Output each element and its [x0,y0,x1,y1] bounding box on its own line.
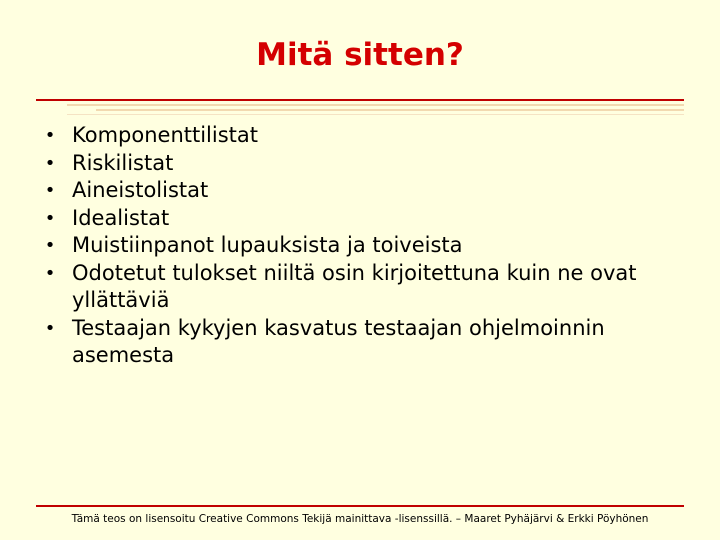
bullet-item-odotetut-tulokset [40,260,680,315]
title-divider-beige-2 [96,109,684,111]
bullet-item-testaajan-kykyjen-kasvatus [40,315,680,370]
slide-title: Mitä sitten? [256,37,464,73]
license-footer: Tämä teos on lisensoitu Creative Commons Tekijä mainittava -lisenssillä. – Maaret Pyhäjärvi & Erkki Pöyhönen [71,513,649,525]
bullet-text: Aineistolistat [72,178,209,202]
title-divider-beige-3 [67,114,684,115]
title-divider-beige-1 [67,104,684,106]
bullet-item-idealistat [40,205,680,233]
bullet-text: Odotetut tulokset niiltä osin kirjoitettuna kuin ne ovat yllättäviä [72,260,637,312]
bullet-icon: • [44,262,56,284]
bullet-item-riskilistat [40,150,680,178]
bullet-icon: • [44,152,56,174]
bullet-icon: • [44,235,56,256]
bullet-item-aineistolistat [40,177,680,205]
bullet-text: Komponenttilistat [72,123,258,147]
bullet-text: Riskilistat [72,150,174,175]
bullet-item-muistiinpanot [40,232,680,260]
bullet-item-komponenttilistat [40,122,680,150]
bullet-icon: • [44,125,56,146]
bullet-icon: • [44,207,56,229]
bullet-text: Idealistat [72,205,170,230]
bullet-icon: • [44,180,56,201]
footer-divider [36,505,684,507]
title-divider-red [36,99,684,101]
bullet-text: Muistiinpanot lupauksista ja toiveista [72,233,463,257]
bullet-list [40,122,680,370]
bullet-icon: • [44,317,56,339]
bullet-text: Testaajan kykyjen kasvatus testaajan ohjelmoinnin asemesta [72,315,605,367]
